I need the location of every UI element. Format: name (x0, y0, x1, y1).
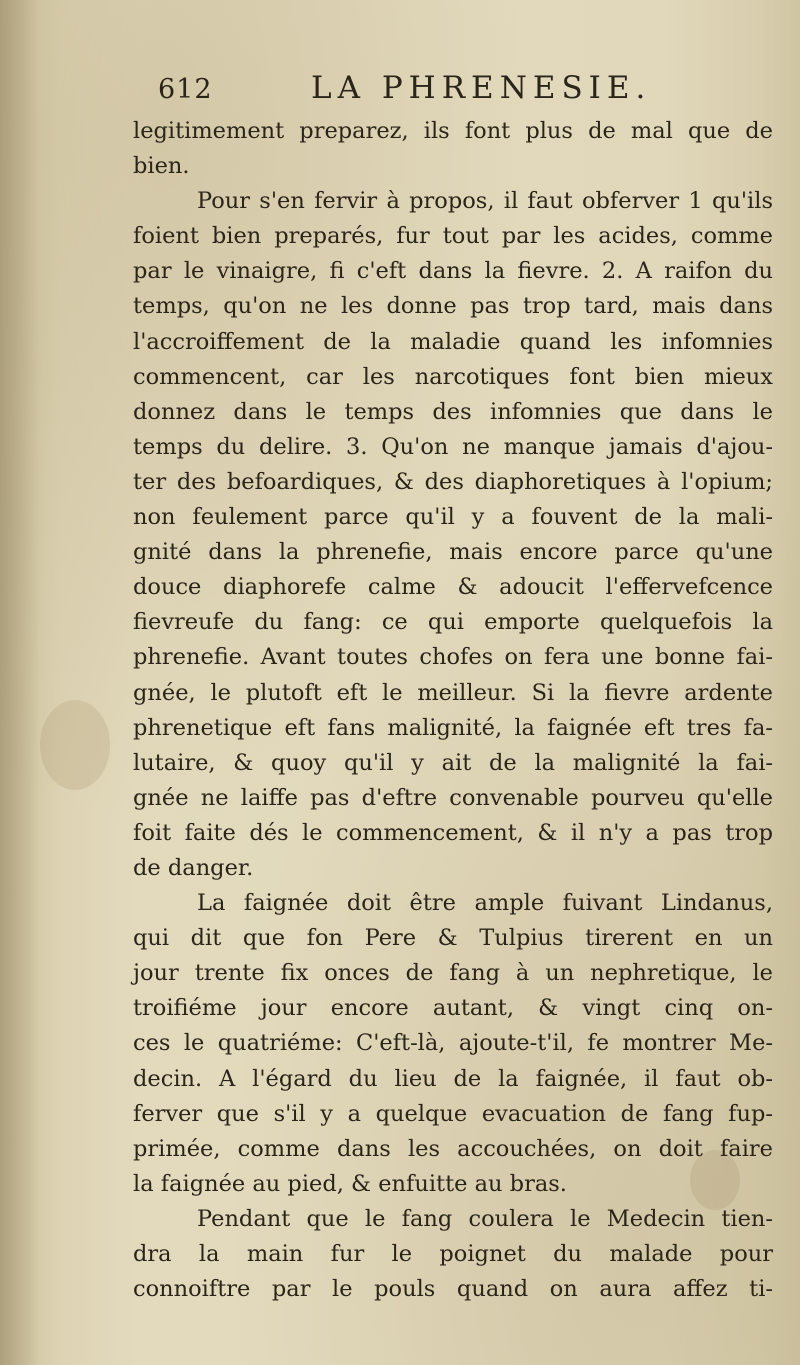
text-line: primée, comme dans les accouchées, on doit faire (133, 1135, 773, 1162)
text-line: l'accroiffement de la maladie quand les infomnies (133, 328, 773, 355)
text-line: la faignée au pied, & enfuitte au bras. (133, 1170, 567, 1197)
text-line: ces le quatriéme: C'eft-là, ajoute-t'il, fe montrer Me- (133, 1030, 773, 1057)
page-number: 612 (158, 74, 213, 105)
text-line: connoiftre par le pouls quand on aura affez ti- (133, 1276, 773, 1303)
paper-stain (40, 700, 110, 790)
text-line: Pendant que le fang coulera le Medecin tien- (197, 1205, 773, 1232)
text-line: ferver que s'il y a quelque evacuation de fang fup- (133, 1100, 773, 1127)
text-line: douce diaphorefe calme & adoucit l'effervefcence (133, 574, 773, 601)
text-line: fievreufe du fang: ce qui emporte quelquefois la (133, 609, 773, 636)
text-line: La faignée doit être ample fuivant Lindanus, (197, 890, 773, 917)
text-line: gnée ne laiffe pas d'eftre convenable pourveu qu'elle (133, 784, 773, 811)
text-line: de danger. (133, 854, 254, 881)
text-line: phrenefie. Avant toutes chofes on fera une bonne fai- (133, 644, 773, 671)
text-line: dra la main fur le poignet du malade pour (133, 1241, 773, 1267)
text-line: gnité dans la phrenefie, mais encore parce qu'une (133, 539, 773, 566)
running-title: LA PHRENESIE. (311, 70, 652, 106)
text-line: lutaire, & quoy qu'il y ait de la malignité la fai- (133, 749, 773, 776)
text-line: temps, qu'on ne les donne pas trop tard, mais dans (133, 293, 773, 320)
text-line: donnez dans le temps des infomnies que dans le (133, 398, 773, 425)
text-line: gnée, le plutoft eft le meilleur. Si la fievre ardente (133, 679, 773, 706)
text-line: troifiéme jour encore autant, & vingt cinq on- (133, 995, 773, 1022)
text-line: foit faite dés le commencement, & il n'y a pas trop (133, 819, 773, 846)
text-line: temps du delire. 3. Qu'on ne manque jamais d'ajou- (133, 433, 773, 460)
text-line: foient bien preparés, fur tout par les acides, comme (133, 223, 773, 250)
text-line: decin. A l'égard du lieu de la faignée, il faut ob- (133, 1065, 773, 1092)
text-line: phrenetique eft fans malignité, la faignée eft tres fa- (133, 714, 773, 741)
text-line: commencent, car les narcotiques font bien mieux (133, 363, 773, 390)
text-line: legitimement preparez, ils font plus de mal que de (133, 118, 773, 144)
text-line: jour trente fix onces de fang à un nephretique, le (133, 960, 773, 987)
text-line: bien. (133, 153, 190, 180)
text-line: par le vinaigre, fi c'eft dans la fievre. 2. A raifon du (133, 258, 773, 285)
body-text (133, 114, 773, 1307)
page-text-block (133, 70, 773, 1307)
text-line: ter des befoardiques, & des diaphoretiques à l'opium; (133, 468, 773, 495)
text-line: qui dit que fon Pere & Tulpius tirerent en un (133, 925, 773, 952)
running-head (133, 70, 773, 114)
text-line: non feulement parce qu'il y a fouvent de la mali- (133, 504, 773, 531)
binding-gutter-shadow (0, 0, 40, 1365)
text-line: Pour s'en fervir à propos, il faut obferver 1 qu'ils (197, 188, 773, 215)
